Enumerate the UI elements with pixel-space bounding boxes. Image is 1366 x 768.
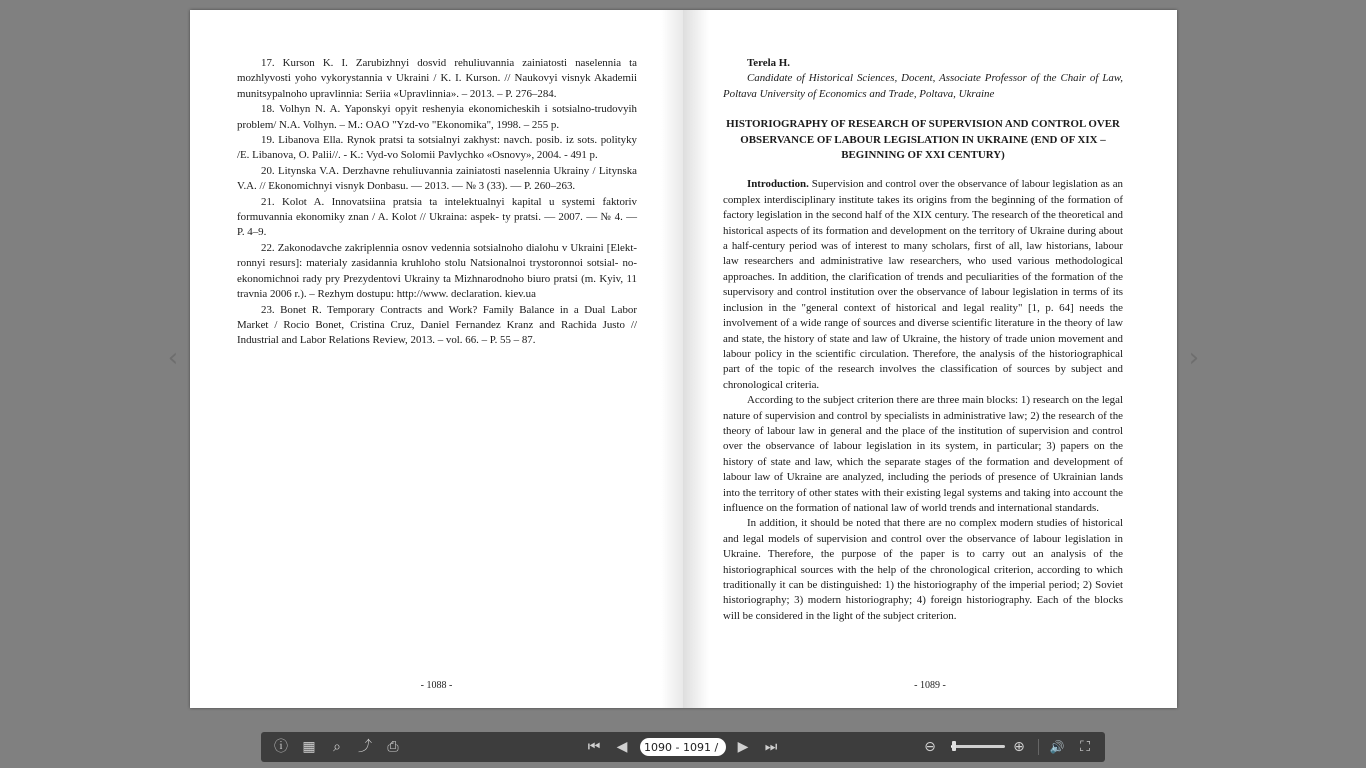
next-page-icon[interactable]: ▶: [737, 739, 749, 755]
first-page-icon[interactable]: ⏮: [587, 739, 601, 755]
page-number-left: - 1088 -: [420, 680, 453, 691]
references-list: [237, 56, 637, 349]
page-number-right: - 1089 -: [914, 680, 946, 691]
zoom-in-icon[interactable]: ⊕: [1013, 739, 1025, 755]
intro-label: Introduction.: [747, 178, 809, 191]
article-paragraph: According to the subject criterion there are three main blocks: 1) research on the legal nature of supervision and control by specialists in administrative law; 2) the research of the theory of labour law in general and the place of the institution of supervision and control over the observance of labour legislation in its system, in particular; 3) papers on the history of state and law, which the separate stages of the formation and development of labour law of Ukraine are analyzed, including the periods of presence of Ukrainian lands into the territory of other states with their existing legal systems and taking into account the influence on the formation of national law of world trends and international standards.: [723, 394, 1123, 514]
last-page-icon[interactable]: ⏭: [764, 739, 778, 755]
page-gutter-shadow: [683, 10, 709, 708]
reference-item: 21. Kolot A. Innovatsiina pratsia ta intelektualnyi kapital u systemi faktoriv formuvannia ekonomiky znan / A. Kolot // Ukraina: aspek- ty pratsi. — 2007. — № 4. — P. 4–9.: [237, 195, 637, 239]
intro-text: Supervision and control over the observance of labour legislation as an complex interdisciplinary institute takes its origins from the beginning of the formation of factory legislation in the second half of the XIX century. The research of the theoretical and historical aspects of its formation and development on the territory of Ukraine during about a half-century period was of interest to many scholars, first of all, law historians, labour law researchers and administrative law researchers, who used various methodological approaches. In addition, the clarification of trends and peculiarities of the formation of the supervisory and control institution over the observance of labour legislation in terms of its inclusion in the "general context of historical and legal reality" [1, p. 64] needs the involvement of a wide range of sources and diverse scientific literature in the theory of law and state, the history of state and law of Ukraine, the history of trade union movement and labour policy in the scientific circulation. Therefore, the analysis of the historiographical part of the topic of the research involves the classification of sources by subject and chronological criteria.: [723, 178, 1123, 391]
reference-item: 18. Volhyn N. A. Yaponskyi opyit reshenyia ekonomicheskih i sotsialno-trudovyih problem/ N.A. Volhyn. – M.: OAO "Yzd-vo "Ekonomika", 1998. – 255 p.: [237, 103, 637, 131]
next-page-arrow-icon[interactable]: ›: [1188, 343, 1200, 373]
reference-item: 20. Litynska V.A. Derzhavne rehuliuvannia zainiatosti naselennia Ukrainy / Litynska V.A. // Ekonomichnyi visnyk Donbasu. — 2013. — № 3 (33). — P. 260–263.: [237, 164, 637, 193]
left-page: [190, 10, 683, 708]
article-author: Terela H.: [747, 57, 790, 69]
zoom-slider[interactable]: [951, 745, 1005, 748]
reference-item: 22. Zakonodavche zakriplennia osnov vedennia sotsialnoho dialohu v Ukraini [Elekt- ronnyi resurs]: materialy zasidannia kruhloho stolu Natsionalnoi trystoronnoi sotsial- no-ekonomichnoi rady pry Prezydentovi Ukrainy ta Mizhnarodnoho biuro pratsi (m. Kyiv, 11 travnia 2006 r.). – Rezhym dostupu: http://www. declaration. kiev.ua: [237, 241, 637, 301]
flipbook: [190, 10, 1177, 708]
zoom-out-icon[interactable]: ⊖: [924, 739, 936, 755]
article-affiliation: Candidate of Historical Sciences, Docent, Associate Professor of the Chair of Law, Poltava University of Economics and Trade, Poltava, Ukraine: [723, 72, 1123, 100]
search-icon[interactable]: ⌕: [333, 739, 341, 755]
article-title: HISTORIOGRAPHY OF RESEARCH OF SUPERVISION AND CONTROL OVER OBSERVANCE OF LABOUR LEGISLATION IN UKRAINE (END OF XIX – BEGINNING OF XXI CENTURY): [726, 118, 1120, 162]
article-paragraph: In addition, it should be noted that there are no complex modern studies of historical and legal models of supervision and control over the observance of labour legislation in Ukraine. Therefore, the purpose of the paper is to carry out an analysis of the historiographical sources with the help of the chronological criterion, according to which traditionally it can be distinguished: 1) the historiography of the imperial period; 2) Soviet historiography; 3) modern historiography; 4) foreign historiography. Each of the blocks will be considered in the light of the subject criterion.: [723, 517, 1123, 622]
reference-item: 17. Kurson K. I. Zarubizhnyi dosvid rehuliuvannia zainiatosti naselennia ta mozhlyvosti yoho vykorystannia v Ukraini / K. I. Kurson. // Naukovyi visnyk Akademii munitsypalnoho upravlinnia: Seriia «Upravlinnia». – 2013. – P. 276–284.: [237, 57, 637, 100]
previous-page-icon[interactable]: ◀: [616, 739, 628, 755]
print-icon[interactable]: ⎙: [387, 739, 399, 755]
thumbnails-icon[interactable]: ▦: [302, 739, 316, 755]
sound-icon[interactable]: 🔊: [1049, 740, 1065, 754]
page-gutter-shadow: [661, 10, 683, 708]
viewer-toolbar: [261, 732, 1105, 762]
zoom-slider-thumb[interactable]: [952, 741, 956, 751]
right-page: [683, 10, 1177, 708]
reference-item: 23. Bonet R. Temporary Contracts and Work? Family Balance in a Dual Labor Market / Rocio Bonet, Cristina Cruz, Daniel Fernandez Kranz and Rachida Justo // Industrial and Labor Relations Review, 2013. – vol. 66. – P. 55 – 87.: [237, 303, 637, 347]
prev-page-arrow-icon[interactable]: ‹: [167, 343, 179, 373]
article-body: [723, 56, 1123, 624]
fullscreen-icon[interactable]: ⛶: [1080, 739, 1090, 755]
article-paragraph: [723, 177, 1123, 393]
toolbar-divider: [1038, 739, 1039, 755]
reference-item: 19. Libanova Ella. Rynok pratsi ta sotsialnyi zakhyst: navch. posib. iz sots. polityky /E. Libanova, O. Palii//. - K.: Vyd-vo Solomii Pavlychko «Osnovy», 2004. - 491 p.: [237, 134, 637, 162]
info-icon[interactable]: ⓘ: [274, 739, 288, 755]
share-icon[interactable]: ⤴: [358, 739, 372, 755]
page-number-input[interactable]: [640, 738, 726, 756]
